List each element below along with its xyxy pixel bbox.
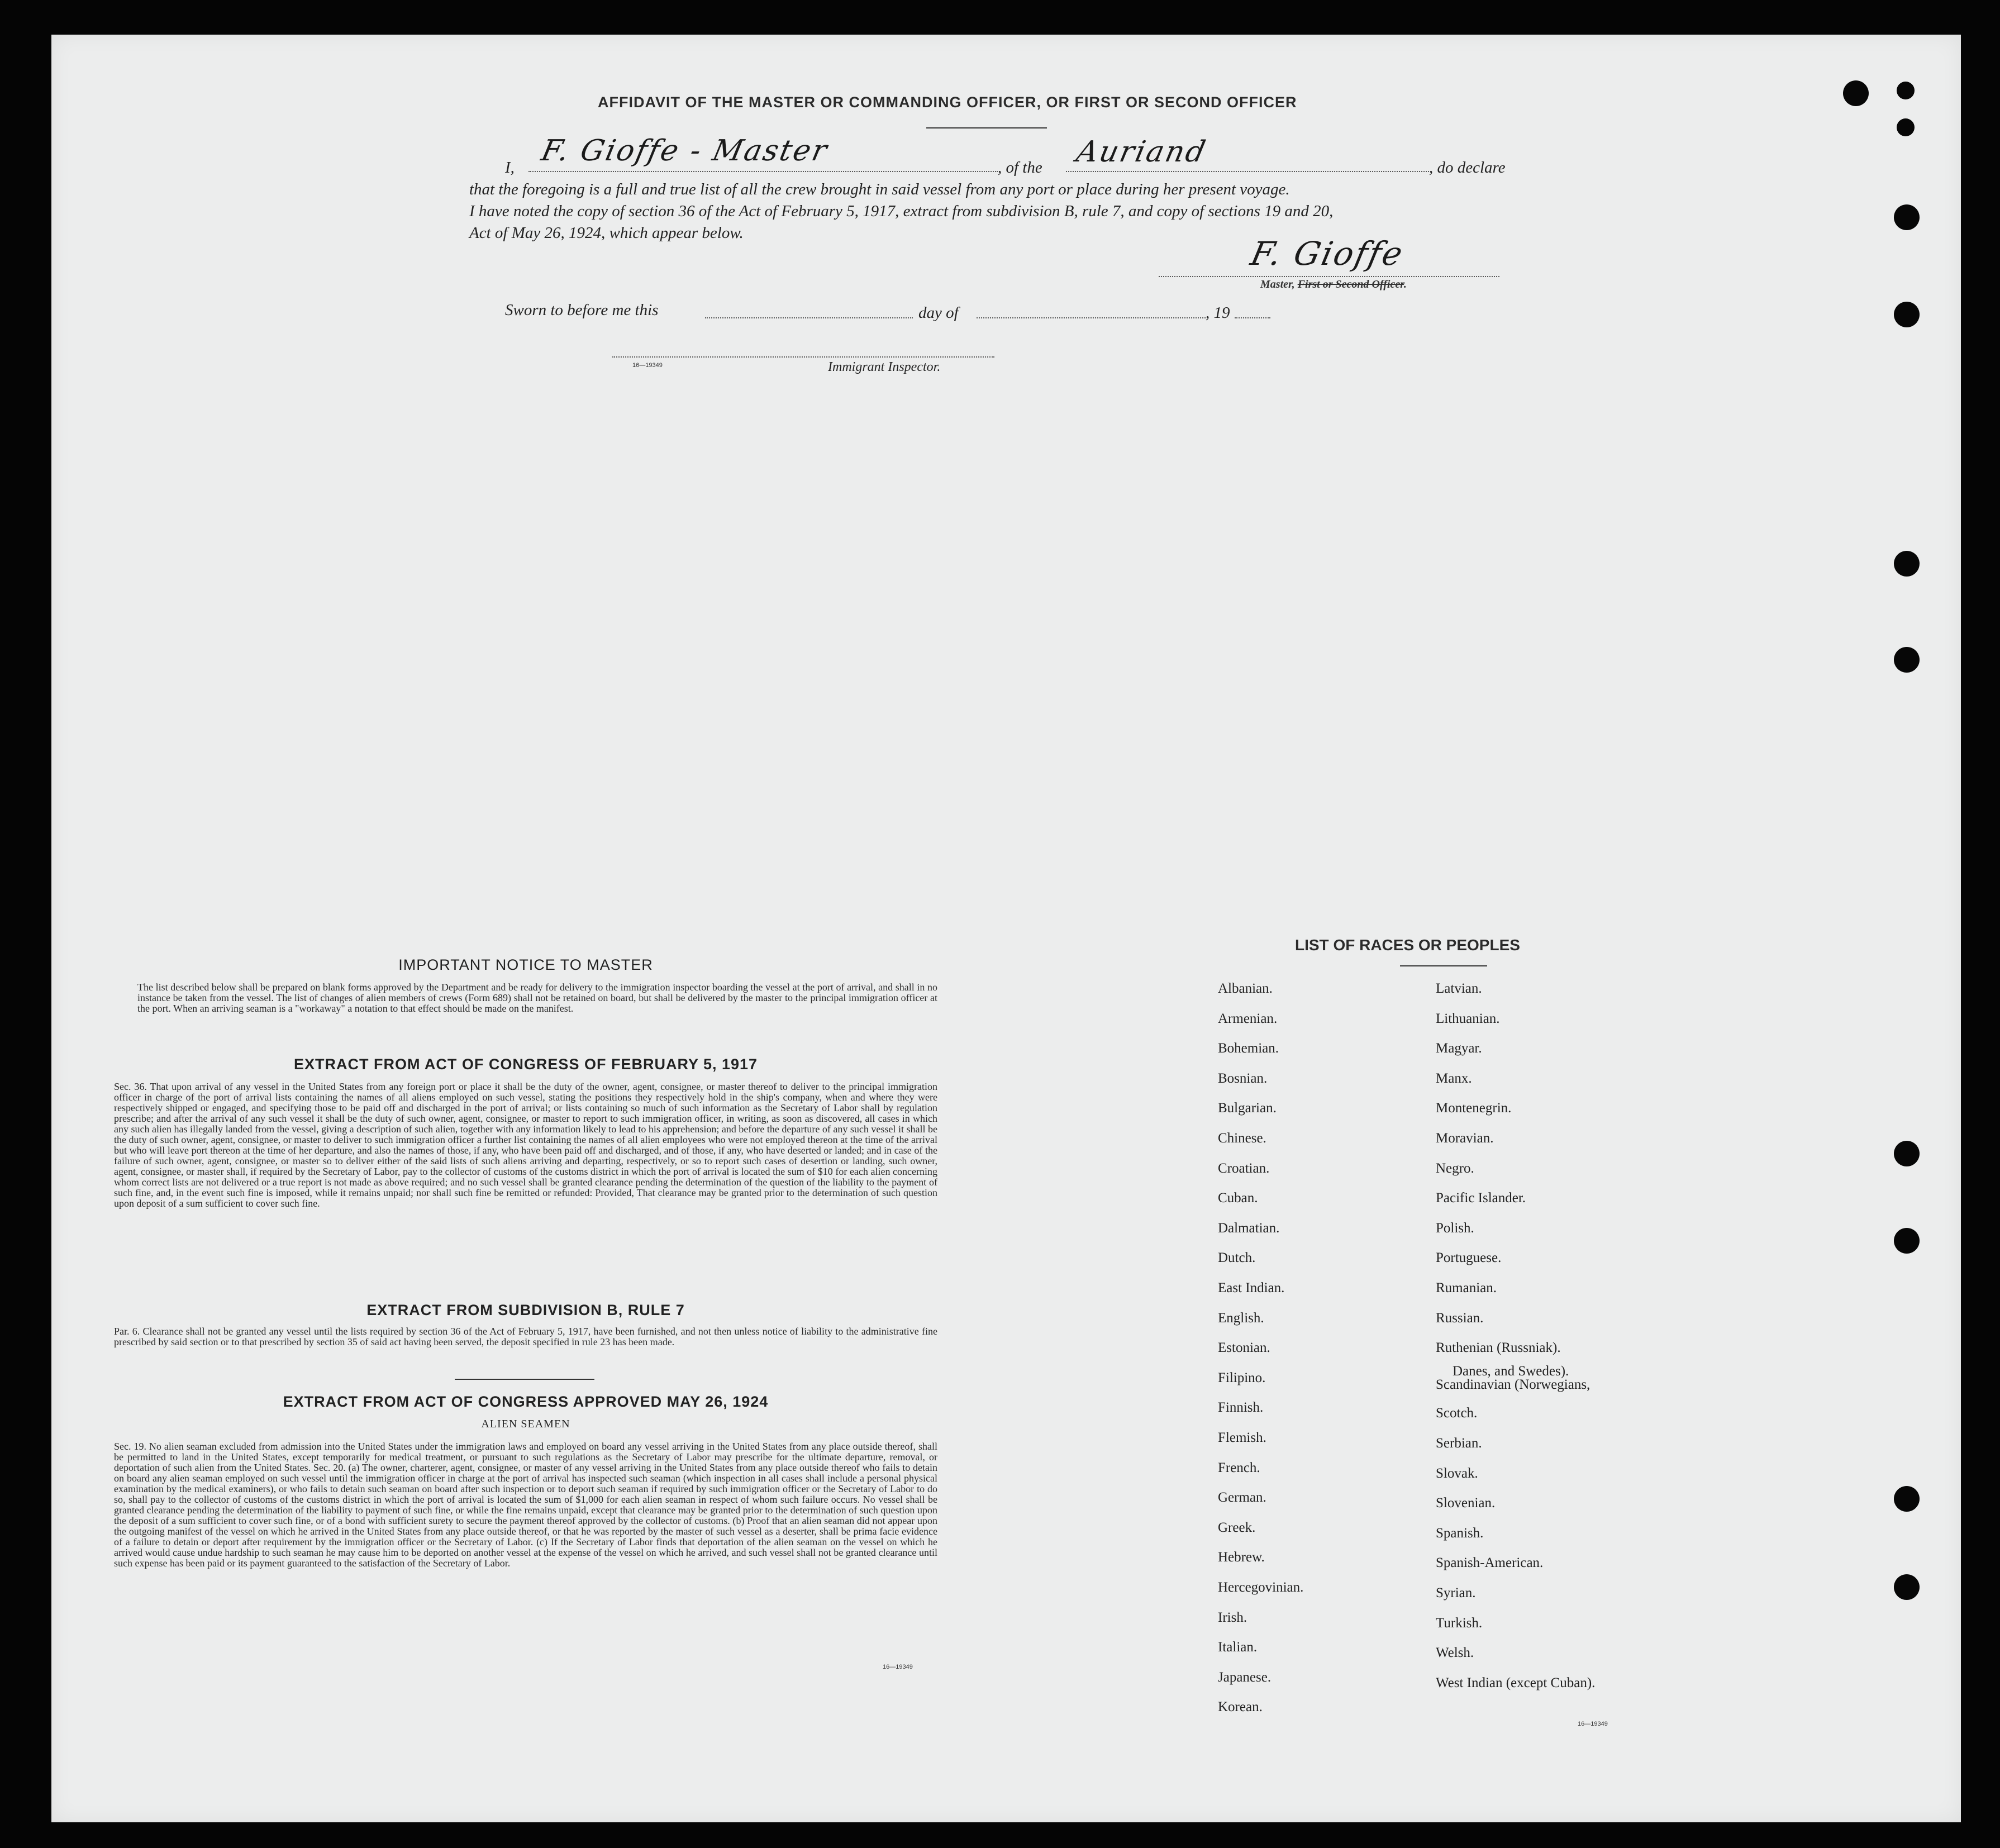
handwritten-master-name: F. Gioffe - Master: [538, 134, 832, 168]
signature-caption-struck: First or Second Officer: [1297, 278, 1404, 290]
race-item: Filipino.: [1218, 1370, 1266, 1385]
signature-caption: [1260, 278, 1407, 291]
race-item: Spanish-American.: [1436, 1555, 1544, 1571]
race-item: French.: [1218, 1460, 1260, 1475]
extract3-title: EXTRACT FROM ACT OF CONGRESS APPROVED MAY 26, 1924: [283, 1393, 769, 1410]
affidavit-line3: I have noted the copy of section 36 of the Act of February 5, 1917, extract from subdivision B, rule 7, and copy of sections 19 and 20,: [469, 202, 1334, 220]
signature-caption-end: .: [1403, 278, 1407, 290]
race-item: Danes, and Swedes).: [1453, 1364, 1569, 1379]
race-item: Flemish.: [1218, 1430, 1266, 1445]
form-number: 16—19349: [1578, 1721, 1608, 1727]
race-item: Finnish.: [1218, 1400, 1264, 1416]
race-item: Scandinavian (Norwegians,: [1436, 1377, 1591, 1392]
divider: [1400, 965, 1487, 966]
signature-caption-plain: Master,: [1260, 278, 1298, 290]
race-item: West Indian (except Cuban).: [1436, 1675, 1596, 1690]
form-number: 16—19349: [632, 362, 663, 369]
extract2-title: EXTRACT FROM SUBDIVISION B, RULE 7: [366, 1302, 685, 1318]
race-item: Irish.: [1218, 1609, 1247, 1625]
extract1-body: Sec. 36. That upon arrival of any vessel in the United States from any foreign port or place it shall be the duty of the owner, agent, consignee, or master thereof to deliver to the principal immigration officer in charge of the port of arrival lists containing the names of all aliens employed on such vessel, stating the positions they respectively hold in the ship's company, when and where they were respectively shipped or engaged, and specifying those to be paid off and discharged in the port of arrival; or lists containing so much of such information as the Secretary of Labor shall by regulation prescribe; and after the arrival of any such vessel it shall be the duty of such owner, agent, consignee, or master to report to such immigration officer, in writing, as soon as discovered, all cases in which any such alien has illegally landed from the vessel, giving a description of such alien, together with any information likely to lead to his apprehension; and before the departure of any such vessel it shall be the duty of such owner, agent, consignee, or master to deliver to such immigration officer a further list containing the names of all alien employees who were not employed thereon at the time of the arrival but who will leave port thereon at the time of her departure, and also the names of those, if any, who have been paid off and discharged, and of those, if any, who have deserted or landed; and in case of the failure of such owner, agent, consignee, or master so to deliver either of the said lists of such aliens arriving and departing, respectively, or so to report such cases of desertion or landing, such owner, agent, consignee, or master shall, if required by the Secretary of Labor, pay to the collector of customs of the customs district in which the port of arrival is located the sum of $10 for each alien concerning whom correct lists are not delivered or a true report is not made as above required; and no such vessel shall be granted clearance pending the determination of the question of the liability to the payment of such fine, and, in the event such fine is imposed, while it remains unpaid; nor shall such fine be remitted or refunded: Provided, That clearance may be granted prior to the determination of such question upon deposit of a sum sufficient to cover such fine.: [114, 1081, 937, 1209]
divider: [926, 127, 1047, 128]
race-item: Pacific Islander.: [1436, 1190, 1526, 1206]
punch-hole: [1894, 1574, 1920, 1600]
race-item: East Indian.: [1218, 1280, 1285, 1295]
inspector-label: Immigrant Inspector.: [828, 360, 941, 374]
affidavit-line4: Act of May 26, 1924, which appear below.: [469, 224, 744, 242]
affidavit-line1-suffix: , do declare: [1429, 159, 1506, 177]
race-item: Polish.: [1436, 1220, 1474, 1236]
race-item: Moravian.: [1436, 1131, 1494, 1146]
race-item: Syrian.: [1436, 1585, 1476, 1601]
race-item: Slovenian.: [1436, 1495, 1496, 1511]
affidavit-line2: that the foregoing is a full and true list of all the crew brought in said vessel from any port or place during her present voyage.: [469, 180, 1290, 198]
inspector-signature-line[interactable]: [612, 356, 994, 358]
race-item: Korean.: [1218, 1699, 1263, 1715]
race-item: Ruthenian (Russniak).: [1436, 1340, 1561, 1356]
notice-body: The list described below shall be prepared on blank forms approved by the Department and be ready for delivery to the immigration inspector boarding the vessel at the port of arrival, and shall in no instance be taken from the vessel. The list of changes of alien members of crews (Form 689) shall not be retained on board, but shall be delivered by the master to the principal immigration officer at the port. When an arriving seaman is a "workaway" a notation to that effect should be made on the manifest.: [137, 982, 937, 1014]
race-item: Italian.: [1218, 1640, 1258, 1655]
notice-title: IMPORTANT NOTICE TO MASTER: [398, 956, 653, 973]
affidavit-line1-of-the: , of the: [998, 159, 1042, 177]
race-item: Estonian.: [1218, 1340, 1270, 1356]
race-item: Scotch.: [1436, 1406, 1478, 1421]
race-item: Bulgarian.: [1218, 1101, 1277, 1116]
race-item: Albanian.: [1218, 981, 1273, 996]
race-item: Montenegrin.: [1436, 1101, 1512, 1116]
divider: [455, 1379, 594, 1380]
punch-hole: [1894, 1141, 1920, 1166]
race-item: Bosnian.: [1218, 1070, 1268, 1086]
extract2-body: Par. 6. Clearance shall not be granted any vessel until the lists required by section 36 of the Act of February 5, 1917, have been furnished, and not then unless notice of liability to the administrative fine prescribed by said section or to that prescribed by section 35 of said act having been served, the deposit specified in rule 23 has been made.: [114, 1326, 937, 1347]
race-item: Hercegovinian.: [1218, 1580, 1304, 1595]
sworn-year-field[interactable]: [1235, 296, 1270, 318]
punch-hole: [1843, 80, 1869, 106]
extract3-body: Sec. 19. No alien seaman excluded from admission into the United States under the immigration laws and employed on board any vessel arriving in the United States from any place outside thereof, shall be permitted to land in the United States, except temporarily for medical treatment, or pursuant to such regulations as the Secretary of Labor may prescribe for the ultimate departure, removal, or deportation of such alien from the United States. Sec. 20. (a) The owner, charterer, agent, consignee, or master of any vessel arriving in the United States from any place outside thereof who fails to detain on board any alien seaman employed on such vessel until the immigration officer in charge at the port of arrival has inspected such seaman (which inspection in all cases shall include a personal physical examination by the medical examiners), or who fails to detain such seaman on board after such inspection or to deport such seaman if required by such immigration officer or the Secretary of Labor to do so, shall pay to the collector of customs of the customs district in which the port of arrival is located the sum of $1,000 for each alien seaman in respect of whom such failure occurs. No vessel shall be granted clearance pending the determination of the liability to payment of such fine, or while the fine remains unpaid, except that clearance may be granted prior to the determination of such question upon the deposit of a sum sufficient to cover such fine, or of a bond with sufficient surety to secure the payment thereof approved by the collector of customs. (b) Proof that an alien seaman did not appear upon the outgoing manifest of the vessel on which he arrived in the United States from any place outside thereof, or that he was reported by the master of such vessel as a deserter, shall be prima facie evidence of a failure to detain or deport after requirement by the immigration officer or the Secretary of Labor. (c) If the Secretary of Labor finds that deportation of the alien seaman on the vessel on which he arrived would cause undue hardship to such seaman he may cause him to be deported on another vessel at the expense of the vessel on which he arrived, and such vessel shall not be granted clearance until such expense has been paid or its payment guaranteed to the satisfaction of the Secretary of Labor.: [114, 1441, 937, 1569]
punch-hole: [1894, 204, 1920, 230]
race-item: Japanese.: [1218, 1669, 1272, 1685]
race-item: Turkish.: [1436, 1615, 1483, 1631]
sworn-month-field[interactable]: [977, 296, 1206, 318]
race-item: Slovak.: [1436, 1465, 1478, 1481]
affidavit-line1-prefix: I,: [505, 159, 515, 177]
race-item: Croatian.: [1218, 1160, 1270, 1176]
punch-hole: [1897, 118, 1915, 136]
affidavit-heading: AFFIDAVIT OF THE MASTER OR COMMANDING OFFICER, OR FIRST OR SECOND OFFICER: [598, 94, 1297, 111]
race-item: Rumanian.: [1436, 1280, 1497, 1295]
extract3-subtitle: ALIEN SEAMEN: [481, 1418, 570, 1430]
punch-hole: [1897, 82, 1915, 99]
race-item: Serbian.: [1436, 1436, 1482, 1451]
sworn-day-field[interactable]: [705, 296, 913, 318]
punch-hole: [1894, 551, 1920, 577]
race-item: Greek.: [1218, 1520, 1256, 1535]
vessel-field[interactable]: [1066, 135, 1429, 172]
races-title: LIST OF RACES OR PEOPLES: [1295, 936, 1520, 954]
race-item: Dalmatian.: [1218, 1220, 1280, 1236]
punch-hole: [1894, 647, 1920, 673]
race-item: Armenian.: [1218, 1011, 1278, 1026]
race-item: Russian.: [1436, 1310, 1484, 1326]
race-item: English.: [1218, 1310, 1264, 1326]
handwritten-vessel-name: Auriand: [1073, 135, 1210, 169]
race-item: Hebrew.: [1218, 1550, 1265, 1565]
race-item: Latvian.: [1436, 981, 1482, 996]
race-item: Welsh.: [1436, 1645, 1474, 1661]
race-item: Spanish.: [1436, 1525, 1484, 1541]
race-item: German.: [1218, 1490, 1266, 1506]
sworn-year: , 19: [1206, 304, 1230, 322]
signature: F. Gioffe: [1247, 235, 1408, 273]
punch-hole: [1894, 302, 1920, 327]
punch-hole: [1894, 1486, 1920, 1512]
race-item: Chinese.: [1218, 1131, 1266, 1146]
race-item: Bohemian.: [1218, 1041, 1279, 1056]
sworn-prefix: Sworn to before me this: [505, 301, 659, 319]
race-item: Dutch.: [1218, 1250, 1256, 1266]
name-field[interactable]: [528, 134, 998, 172]
sworn-day-of: day of: [918, 304, 959, 322]
race-item: Magyar.: [1436, 1041, 1482, 1056]
race-item: Portuguese.: [1436, 1250, 1502, 1266]
race-item: Lithuanian.: [1436, 1011, 1500, 1026]
race-item: Manx.: [1436, 1070, 1472, 1086]
race-item: Negro.: [1436, 1160, 1474, 1176]
race-item: Cuban.: [1218, 1190, 1258, 1206]
extract1-title: EXTRACT FROM ACT OF CONGRESS OF FEBRUARY 5, 1917: [293, 1056, 758, 1073]
form-number: 16—19349: [883, 1664, 913, 1670]
signature-line: [1159, 274, 1499, 277]
punch-hole: [1894, 1228, 1920, 1254]
